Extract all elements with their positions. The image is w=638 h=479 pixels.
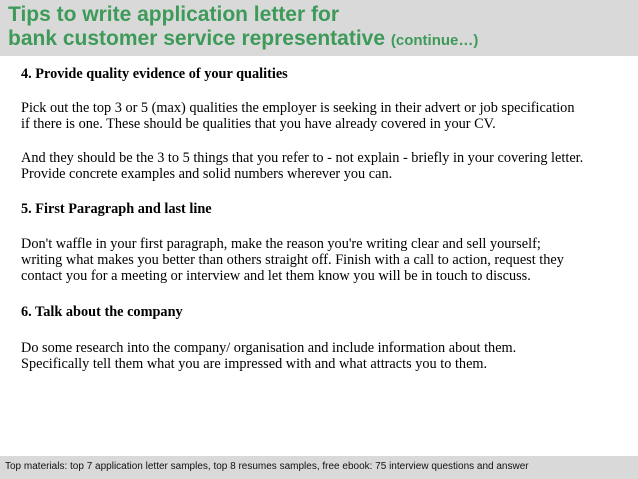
footer-text: Top materials: top 7 application letter samples, top 8 resumes samples, free ebook: 75 interview questions and answer [5, 461, 529, 472]
section-heading-quality-evidence: 4. Provide quality evidence of your qualities [21, 66, 288, 82]
paragraph-refer-things [21, 150, 629, 182]
page-title-line-1: Tips to write application letter for [8, 3, 339, 26]
paragraph-line: Provide concrete examples and solid numbers wherever you can. [21, 166, 393, 182]
page-title-line-2-text: bank customer service representative [8, 27, 386, 50]
paragraph-line: Don't waffle in your first paragraph, make the reason you're writing clear and sell yourself; [21, 236, 541, 252]
paragraph-first-paragraph [21, 236, 629, 284]
section-heading-company: 6. Talk about the company [21, 304, 183, 320]
title-continue-suffix: (continue…) [390, 32, 479, 49]
paragraph-line: if there is one. These should be qualities that you have already covered in your CV. [21, 116, 496, 132]
paragraph-line: writing what makes you better than others straight off. Finish with a call to action, request they [21, 252, 564, 268]
paragraph-company-research [21, 340, 629, 372]
slide-content [21, 66, 629, 372]
paragraph-qualities [21, 100, 629, 132]
paragraph-line: Do some research into the company/ organisation and include information about them. [21, 340, 517, 356]
paragraph-line: Pick out the top 3 or 5 (max) qualities the employer is seeking in their advert or job specification [21, 100, 575, 116]
page-title-line-2 [8, 27, 478, 53]
paragraph-line: Specifically tell them what you are impressed with and what attracts you to them. [21, 356, 488, 372]
section-heading-first-paragraph: 5. First Paragraph and last line [21, 201, 212, 217]
paragraph-line: And they should be the 3 to 5 things that you refer to - not explain - briefly in your covering letter. [21, 150, 584, 166]
title-band [0, 0, 638, 56]
footer-band [0, 456, 638, 479]
paragraph-line: contact you for a meeting or interview and let them know you will be in touch to discuss. [21, 268, 531, 284]
